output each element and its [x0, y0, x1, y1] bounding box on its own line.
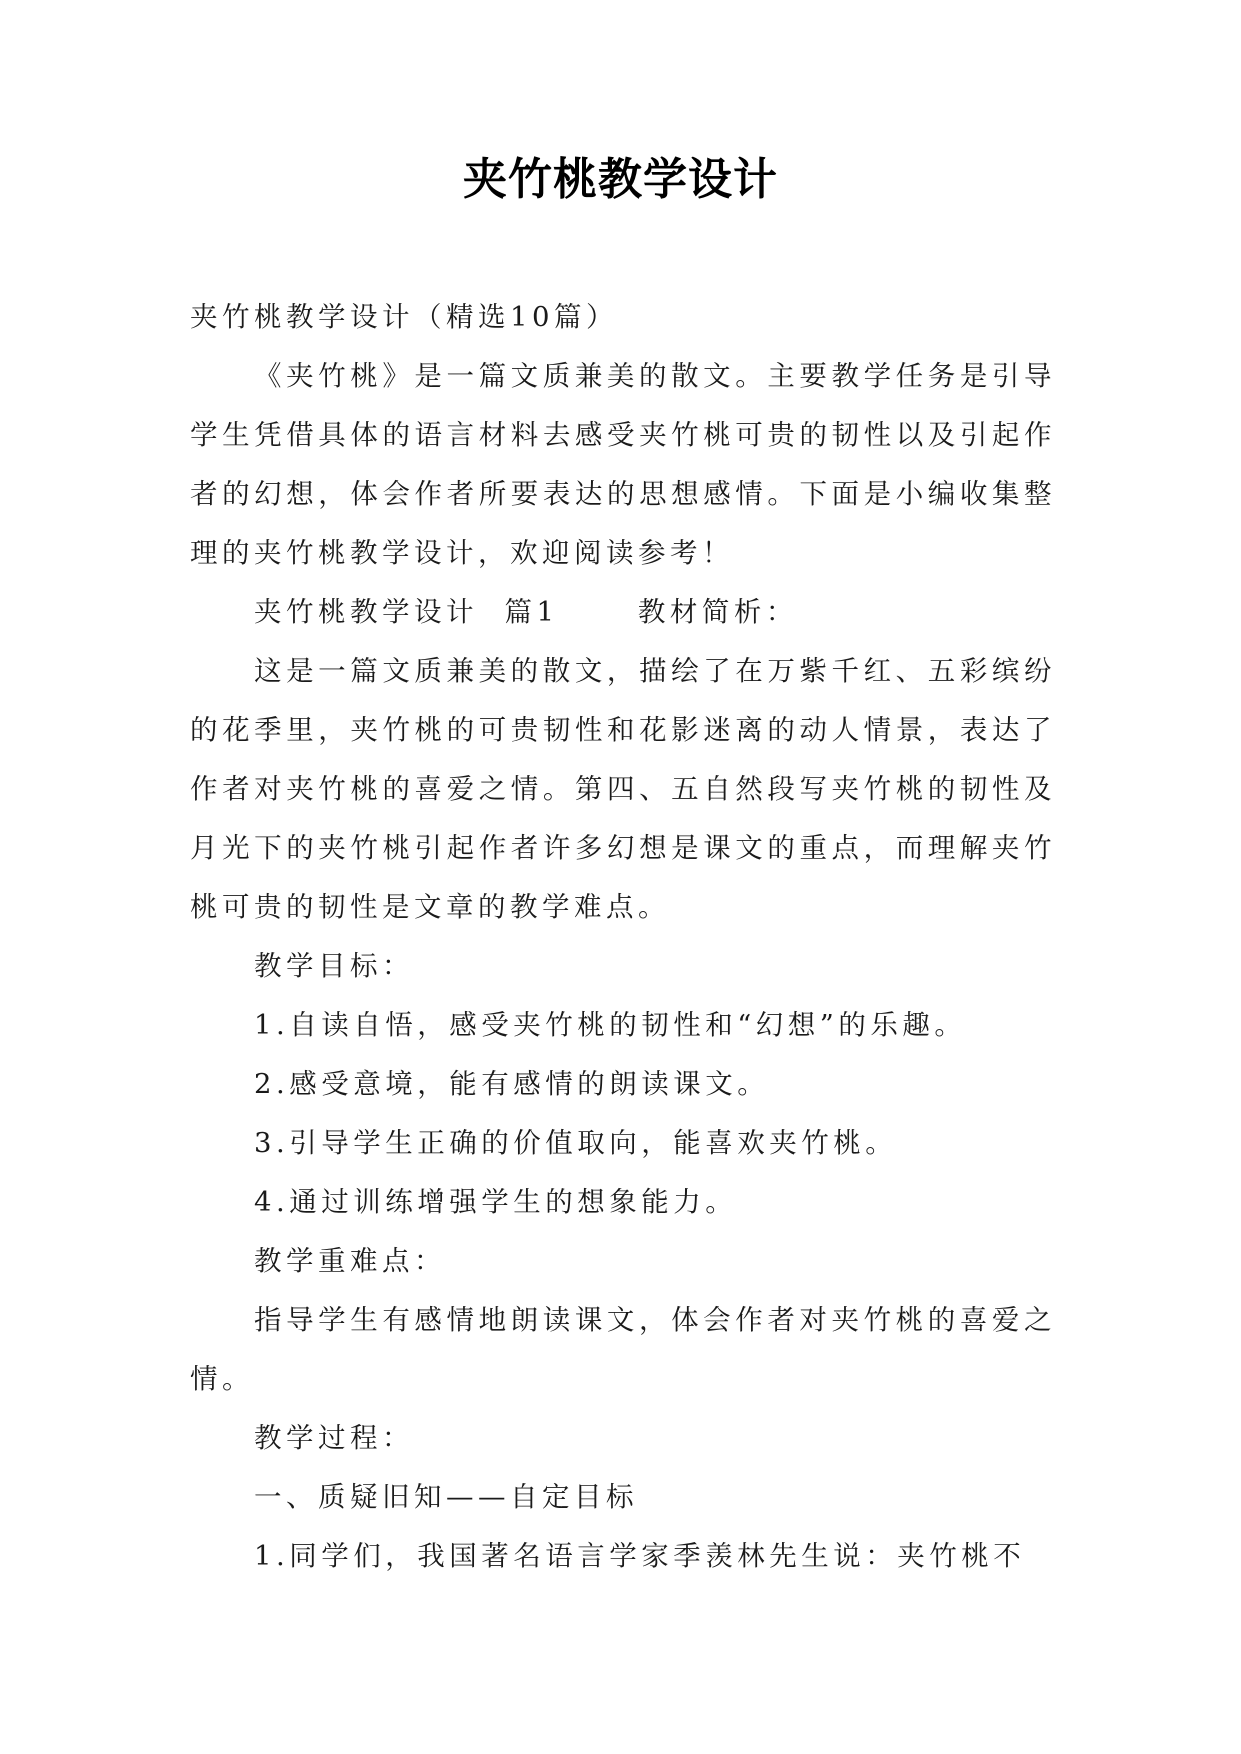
- process-heading: 教学过程：: [254, 1422, 414, 1454]
- goal-item: 1.自读自悟，感受夹竹桃的韧性和“幻想”的乐趣。: [254, 1009, 967, 1041]
- intro-paragraph: 《夹竹桃》是一篇文质兼美的散文。主要教学任务是引导学生凭借具体的语言材料去感受夹竹桃可贵的韧性以及引起作者的幻想，体会作者所要表达的思想感情。下面是小编收集整理的夹竹桃教学设计，欢迎阅读参考！: [190, 360, 1056, 569]
- document-subtitle: 夹竹桃教学设计（精选10篇）: [190, 301, 618, 333]
- key-points-paragraph: 指导学生有感情地朗读课文，体会作者对夹竹桃的喜爱之情。: [190, 1304, 1056, 1395]
- document-title: 夹竹桃教学设计: [463, 154, 778, 205]
- step-one-item: 1.同学们，我国著名语言学家季羡林先生说：夹竹桃不: [254, 1540, 1026, 1572]
- section-heading: 夹竹桃教学设计 篇1 教材简析：: [254, 596, 798, 628]
- goal-item: 4.通过训练增强学生的想象能力。: [254, 1186, 738, 1218]
- analysis-paragraph: 这是一篇文质兼美的散文，描绘了在万紫千红、五彩缤纷的花季里，夹竹桃的可贵韧性和花影迷离的动人情景，表达了作者对夹竹桃的喜爱之情。第四、五自然段写夹竹桃的韧性及月光下的夹竹桃引起作者许多幻想是课文的重点，而理解夹竹桃可贵的韧性是文章的教学难点。: [190, 655, 1056, 923]
- goals-heading: 教学目标：: [254, 950, 414, 982]
- goal-item: 3.引导学生正确的价值取向，能喜欢夹竹桃。: [254, 1127, 898, 1159]
- step-one-heading: 一、质疑旧知——自定目标: [254, 1481, 638, 1513]
- key-points-heading: 教学重难点：: [254, 1245, 446, 1277]
- document-body: [190, 288, 1056, 1586]
- goal-item: 2.感受意境，能有感情的朗读课文。: [254, 1068, 770, 1100]
